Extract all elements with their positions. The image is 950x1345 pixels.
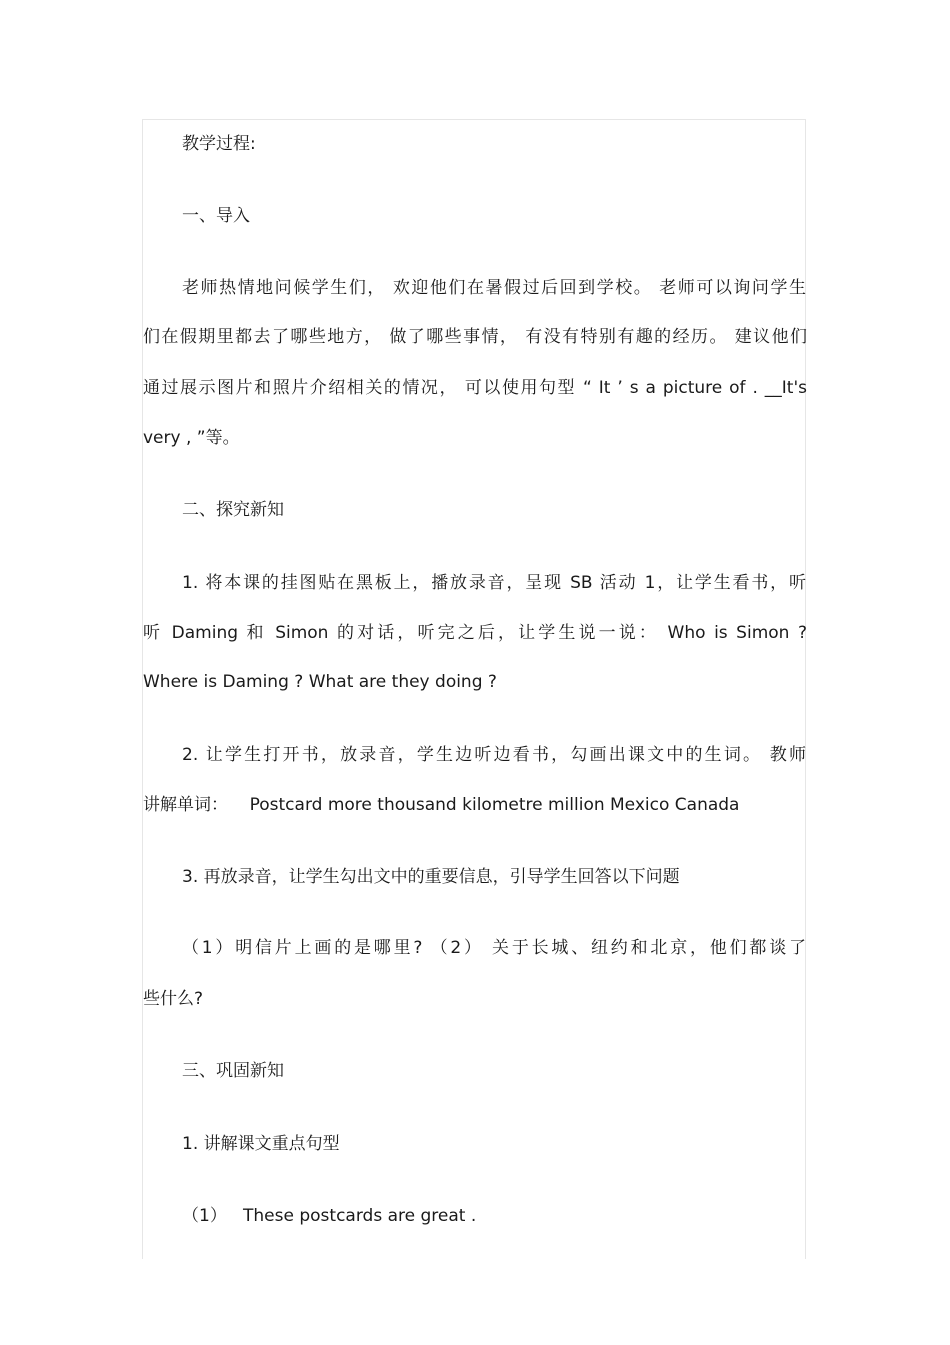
paragraph-line: 1. 将本课的挂图贴在黑板上，播放录音，呈现 SB 活动 1，让学生看书，听	[182, 573, 806, 593]
paragraph-line: 些什么?	[143, 989, 204, 1009]
paragraph-line: 们在假期里都去了哪些地方， 做了哪些事情， 有没有特别有趣的经历。 建议他们	[143, 327, 807, 347]
paragraph-line: （1） These postcards are great .	[182, 1206, 477, 1226]
paragraph-line: 听 Daming 和 Simon 的对话，听完之后，让学生说一说： Who is Simon ?	[143, 623, 807, 643]
paragraph-line: 3. 再放录音，让学生勾出文中的重要信息，引导学生回答以下问题	[182, 867, 680, 887]
heading-teaching-process: 教学过程:	[182, 134, 256, 154]
section-heading-consolidate: 三、巩固新知	[182, 1061, 284, 1081]
paragraph-line: very , ”等。	[143, 428, 240, 448]
section-heading-intro: 一、导入	[182, 206, 250, 226]
paragraph-line: （1）明信片上画的是哪里? （2） 关于长城、纽约和北京，他们都谈了	[182, 938, 806, 958]
paragraph-line: 通过展示图片和照片介绍相关的情况， 可以使用句型 “ It ’ s a picture of . __It's	[143, 378, 807, 398]
paragraph-line: 2. 让学生打开书，放录音，学生边听边看书，勾画出课文中的生词。 教师	[182, 745, 806, 765]
paragraph-line: 老师热情地问候学生们， 欢迎他们在暑假过后回到学校。 老师可以询问学生	[182, 278, 806, 298]
paragraph-line: 讲解单词： Postcard more thousand kilometre million Mexico Canada	[143, 795, 740, 815]
paragraph-line: 1. 讲解课文重点句型	[182, 1134, 340, 1154]
paragraph-line: Where is Daming ? What are they doing ?	[143, 672, 497, 692]
section-heading-explore: 二、探究新知	[182, 500, 284, 520]
